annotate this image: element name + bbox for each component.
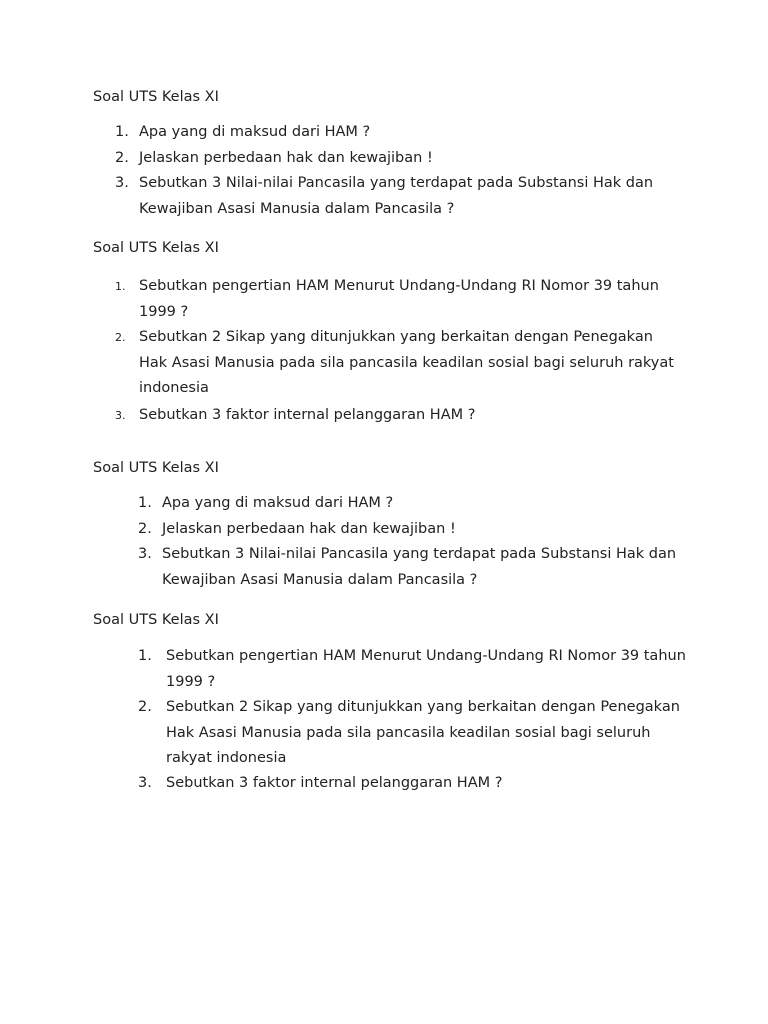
list-number: 2. (138, 521, 152, 537)
question-text: Sebutkan 2 Sikap yang ditunjukkan yang berkaitan dengan Penegakan Hak Asasi Manusia pada sila pancasila keadilan sosial bagi seluruh rakyat indonesia (139, 329, 674, 396)
list-item (138, 517, 682, 543)
question-text: Sebutkan 3 faktor internal pelanggaran HAM ? (139, 407, 476, 423)
question-text: Sebutkan 3 Nilai-nilai Pancasila yang terdapat pada Substansi Hak dan Kewajiban Asasi Manusia dalam Pancasila ? (162, 546, 677, 588)
list-number: 2. (138, 699, 152, 715)
question-text: Jelaskan perbedaan hak dan kewajiban ! (162, 521, 456, 537)
list-item (138, 491, 682, 517)
list-item (115, 274, 679, 325)
section-title: Soal UTS Kelas XI (93, 240, 219, 256)
list-number: 3. (138, 775, 152, 791)
question-text: Sebutkan 2 Sikap yang ditunjukkan yang berkaitan dengan Penegakan Hak Asasi Manusia pada sila pancasila keadilan sosial bagi seluruh rakyat indonesia (166, 699, 680, 766)
list-number: 3. (138, 546, 152, 562)
question-text: Sebutkan 3 Nilai-nilai Pancasila yang terdapat pada Substansi Hak dan Kewajiban Asasi Manusia dalam Pancasila ? (139, 175, 654, 217)
list-number: 1. (115, 280, 126, 293)
list-item (138, 695, 686, 772)
question-text: Apa yang di maksud dari HAM ? (139, 124, 371, 140)
list-item (115, 146, 679, 172)
list-number: 1. (138, 495, 152, 511)
list-item (115, 120, 679, 146)
list-item (115, 171, 679, 222)
question-text: Jelaskan perbedaan hak dan kewajiban ! (139, 150, 433, 166)
section-title: Soal UTS Kelas XI (93, 460, 219, 476)
list-number: 2. (115, 331, 126, 344)
list-number: 1. (115, 124, 129, 140)
list-number: 2. (115, 150, 129, 166)
list-number: 3. (115, 175, 129, 191)
list-item (138, 771, 686, 797)
question-text: Sebutkan pengertian HAM Menurut Undang-Undang RI Nomor 39 tahun 1999 ? (166, 648, 686, 690)
question-text: Sebutkan 3 faktor internal pelanggaran HAM ? (166, 775, 503, 791)
question-text: Sebutkan pengertian HAM Menurut Undang-Undang RI Nomor 39 tahun 1999 ? (139, 278, 659, 320)
question-text: Apa yang di maksud dari HAM ? (162, 495, 394, 511)
list-number: 3. (115, 409, 126, 422)
section-title: Soal UTS Kelas XI (93, 89, 219, 105)
list-item (115, 325, 679, 402)
list-number: 1. (138, 648, 152, 664)
list-item (138, 644, 686, 695)
list-item (138, 542, 682, 593)
list-item (115, 403, 679, 429)
section-title: Soal UTS Kelas XI (93, 612, 219, 628)
